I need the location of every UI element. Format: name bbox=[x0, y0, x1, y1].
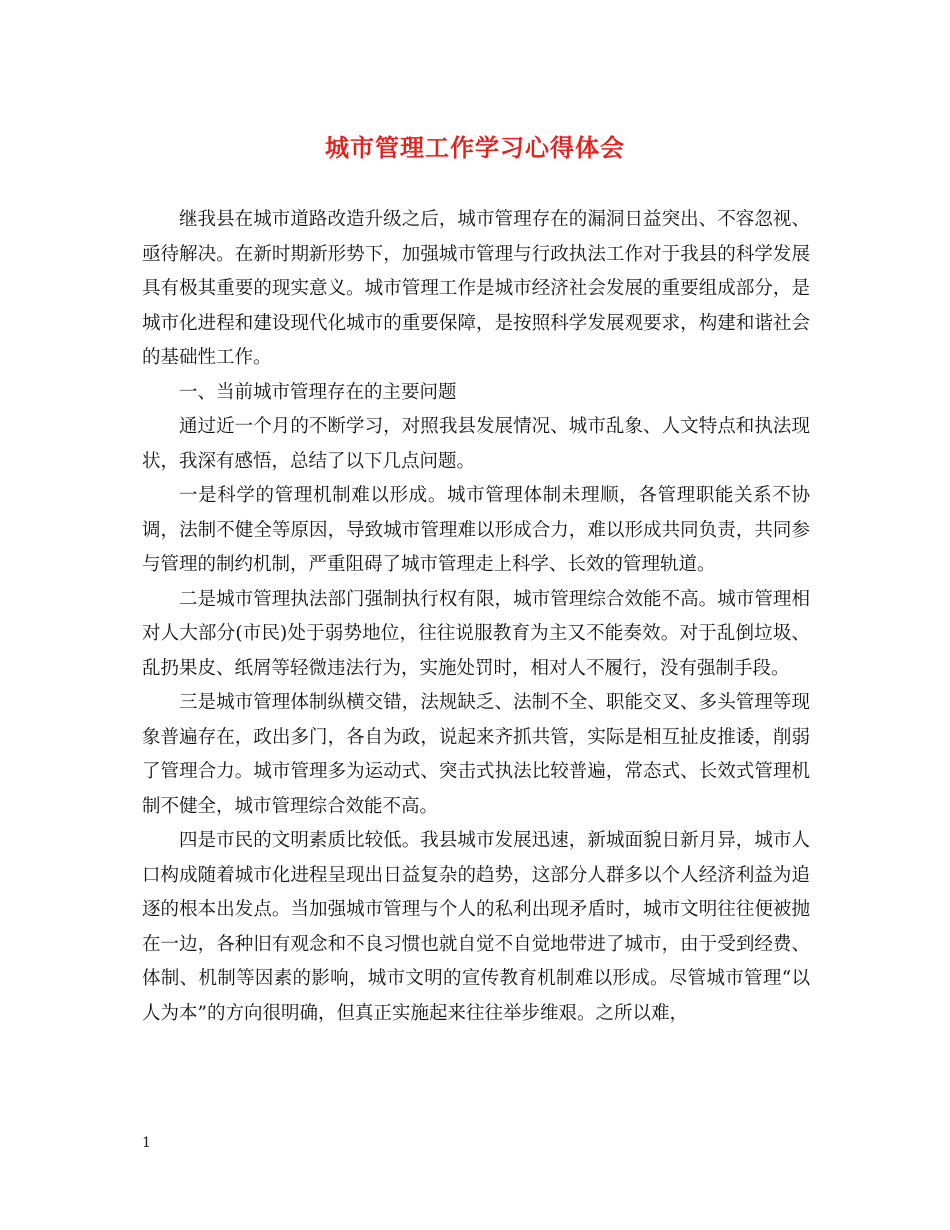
section-heading: 一、当前城市管理存在的主要问题 bbox=[179, 381, 457, 403]
paragraph: 四是市民的文明素质比较低。我县城市发展迅速，新城面貌日新月异，城市人口构成随着城市化进程呈现出日益复杂的趋势，这部分人群多以个人经济利益为追逐的根本出发点。当加强城市管理与个人的私利出现矛盾时，城市文明往往便被抛在一边，各种旧有观念和不良习惯也就自觉不自觉地带进了城市，由于受到经费、体制、机制等因素的影响，城市文明的宣传教育机制难以形成。尽管城市管理“以人为本”的方向很明确，但真正实施起来往往举步维艰。之所以难， bbox=[142, 830, 810, 1024]
paragraph: 通过近一个月的不断学习，对照我县发展情况、城市乱象、人文特点和执法现状，我深有感悟，总结了以下几点问题。 bbox=[142, 416, 810, 472]
paragraph: 三是城市管理体制纵横交错，法规缺乏、法制不全、职能交叉、多头管理等现象普遍存在，政出多门，各自为政，说起来齐抓共管，实际是相互扯皮推诿，削弱了管理合力。城市管理多为运动式、突击式执法比较普遍，常态式、长效式管理机制不健全，城市管理综合效能不高。 bbox=[142, 692, 810, 817]
paragraph: 一是科学的管理机制难以形成。城市管理体制未理顺，各管理职能关系不协调，法制不健全等原因，导致城市管理难以形成合力，难以形成共同负责，共同参与管理的制约机制，严重阻碍了城市管理走上科学、长效的管理轨道。 bbox=[142, 485, 810, 575]
document-title: 城市管理工作学习心得体会 bbox=[325, 133, 625, 162]
document-body bbox=[142, 203, 810, 1031]
paragraph: 二是城市管理执法部门强制执行权有限，城市管理综合效能不高。城市管理相对人大部分(市民)处于弱势地位，往往说服教育为主又不能奏效。对于乱倒垃圾、乱扔果皮、纸屑等轻微违法行为，实施处罚时，相对人不履行，没有强制手段。 bbox=[142, 588, 810, 679]
page-number: 1 bbox=[142, 1135, 151, 1151]
paragraph-intro: 继我县在城市道路改造升级之后，城市管理存在的漏洞日益突出、不容忽视、亟待解决。在新时期新形势下，加强城市管理与行政执法工作对于我县的科学发展具有极其重要的现实意义。城市管理工作是城市经济社会发展的重要组成部分，是城市化进程和建设现代化城市的重要保障，是按照科学发展观要求，构建和谐社会的基础性工作。 bbox=[142, 209, 810, 368]
